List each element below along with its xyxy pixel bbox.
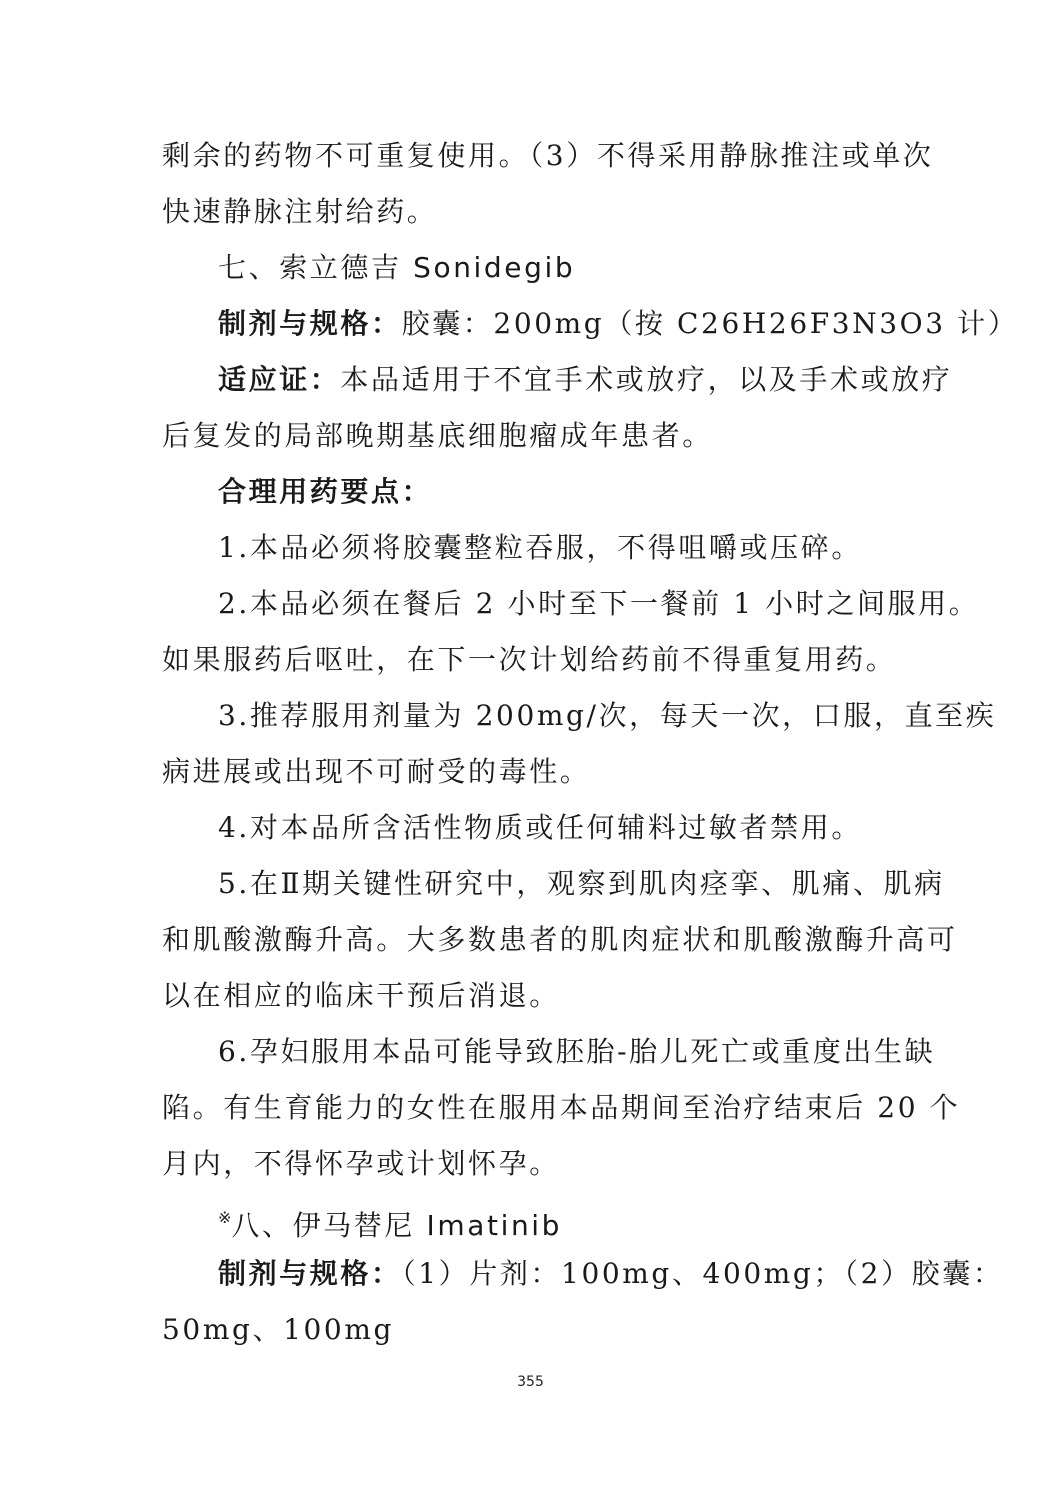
list-item: 6.孕妇服用本品可能导致胚胎-胎儿死亡或重度出生缺 xyxy=(218,1035,936,1068)
list-item-continuation: 如果服药后呕吐，在下一次计划给药前不得重复用药。 xyxy=(162,643,897,676)
indication-label: 适应证： xyxy=(218,363,341,396)
list-item: 3.推荐服用剂量为 200mg/次，每天一次，口服，直至疾 xyxy=(218,699,997,732)
list-item: 2.本品必须在餐后 2 小时至下一餐前 1 小时之间服用。 xyxy=(218,587,980,620)
list-item-continuation: 月内，不得怀孕或计划怀孕。 xyxy=(162,1147,560,1180)
paragraph-line: 剩余的药物不可重复使用。（3）不得采用静脉推注或单次 xyxy=(162,139,934,172)
list-item-continuation: 病进展或出现不可耐受的毒性。 xyxy=(162,755,591,788)
formulation-label: 制剂与规格： xyxy=(218,1257,402,1290)
section-heading-sonidegib: 七、索立德吉 Sonidegib xyxy=(218,251,576,284)
paragraph-line: 50mg、100mg xyxy=(162,1313,395,1346)
formulation-line xyxy=(218,1254,1004,1294)
formulation-line xyxy=(218,304,1019,344)
paragraph-line: 快速静脉注射给药。 xyxy=(162,195,438,228)
list-item-continuation: 陷。有生育能力的女性在服用本品期间至治疗结束后 20 个 xyxy=(162,1091,961,1124)
formulation-value: （1）片剂：100mg、400mg；（2）胶囊： xyxy=(401,1257,1004,1290)
formulation-value: 胶囊：200mg（按 C26H26F3N3O3 计） xyxy=(401,307,1019,340)
list-item: 1.本品必须将胶囊整粒吞服，不得咀嚼或压碎。 xyxy=(218,531,862,564)
paragraph-line: 后复发的局部晚期基底细胞瘤成年患者。 xyxy=(162,419,713,452)
indication-text: 本品适用于不宜手术或放疗，以及手术或放疗 xyxy=(340,363,953,396)
formulation-label: 制剂与规格： xyxy=(218,307,402,340)
key-points-label: 合理用药要点： xyxy=(218,475,433,508)
list-item-continuation: 以在相应的临床干预后消退。 xyxy=(162,979,560,1012)
page-number: 355 xyxy=(517,1374,544,1390)
section-title: 八、伊马替尼 Imatinib xyxy=(231,1209,563,1242)
list-item: 5.在Ⅱ期关键性研究中，观察到肌肉痉挛、肌痛、肌病 xyxy=(218,867,945,900)
section-heading-imatinib xyxy=(218,1198,908,1246)
list-item: 4.对本品所含活性物质或任何辅料过敏者禁用。 xyxy=(218,811,862,844)
indication-line xyxy=(218,360,953,400)
list-item-continuation: 和肌酸激酶升高。大多数患者的肌肉症状和肌酸激酶升高可 xyxy=(162,923,958,956)
reference-mark: ※ xyxy=(218,1208,232,1227)
